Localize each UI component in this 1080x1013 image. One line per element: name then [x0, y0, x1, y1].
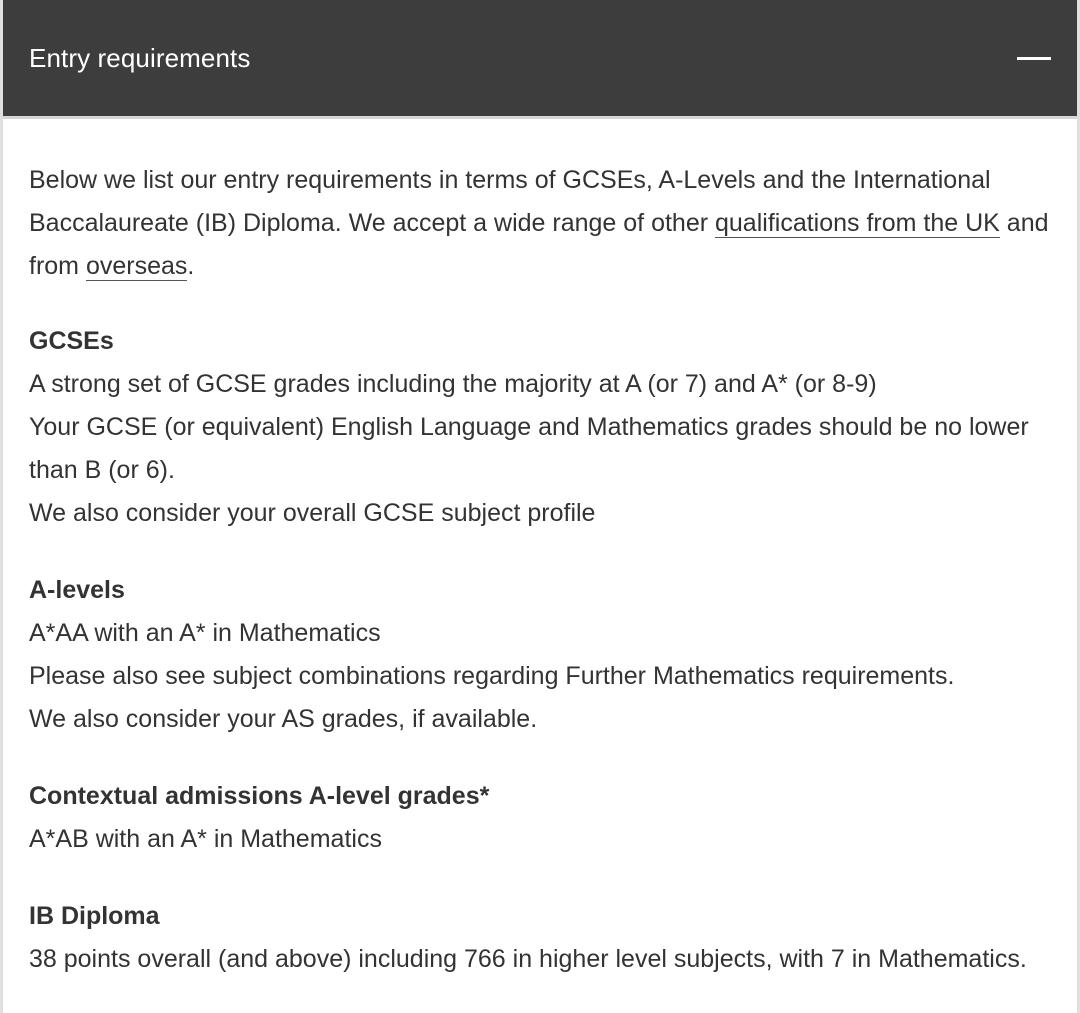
section-heading: GCSEs	[29, 327, 114, 355]
section-gcses	[29, 320, 1051, 535]
intro-text-after: .	[187, 252, 195, 280]
section-line: A*AA with an A* in Mathematics	[29, 619, 381, 647]
section-a-levels	[29, 569, 1051, 741]
section-line: Please also see subject combinations regarding Further Mathematics requirements.	[29, 662, 955, 690]
section-line: Your GCSE (or equivalent) English Language and Mathematics grades should be no lower than B (or 6).	[29, 413, 1029, 484]
minus-icon[interactable]	[1017, 57, 1051, 60]
accordion-title: Entry requirements	[29, 42, 251, 73]
intro-text-before: Below we list our entry requirements in terms of GCSEs, A-Levels and the International Baccalaureate (IB) Diploma. We accept a wide range of other	[29, 166, 991, 237]
accordion-body	[3, 119, 1077, 981]
overseas-link[interactable]: overseas	[85, 252, 188, 280]
section-line: A*AB with an A* in Mathematics	[29, 825, 382, 853]
section-heading: IB Diploma	[29, 902, 160, 930]
section-line: A strong set of GCSE grades including the majority at A (or 7) and A* (or 8-9)	[29, 370, 877, 398]
section-line: We also consider your AS grades, if available.	[29, 705, 538, 733]
section-ib-diploma	[29, 895, 1051, 981]
section-line: 38 points overall (and above) including 766 in higher level subjects, with 7 in Mathematics.	[29, 945, 1027, 973]
intro-paragraph	[29, 159, 1051, 288]
uk-qualifications-link[interactable]: qualifications from the UK	[715, 209, 1000, 237]
intro-text-middle: and from	[29, 209, 1049, 280]
section-contextual-admissions	[29, 775, 1051, 861]
accordion-header[interactable]	[3, 0, 1077, 119]
section-heading: A-levels	[29, 576, 125, 604]
section-heading: Contextual admissions A-level grades*	[29, 782, 490, 810]
section-line: We also consider your overall GCSE subject profile	[29, 499, 596, 527]
